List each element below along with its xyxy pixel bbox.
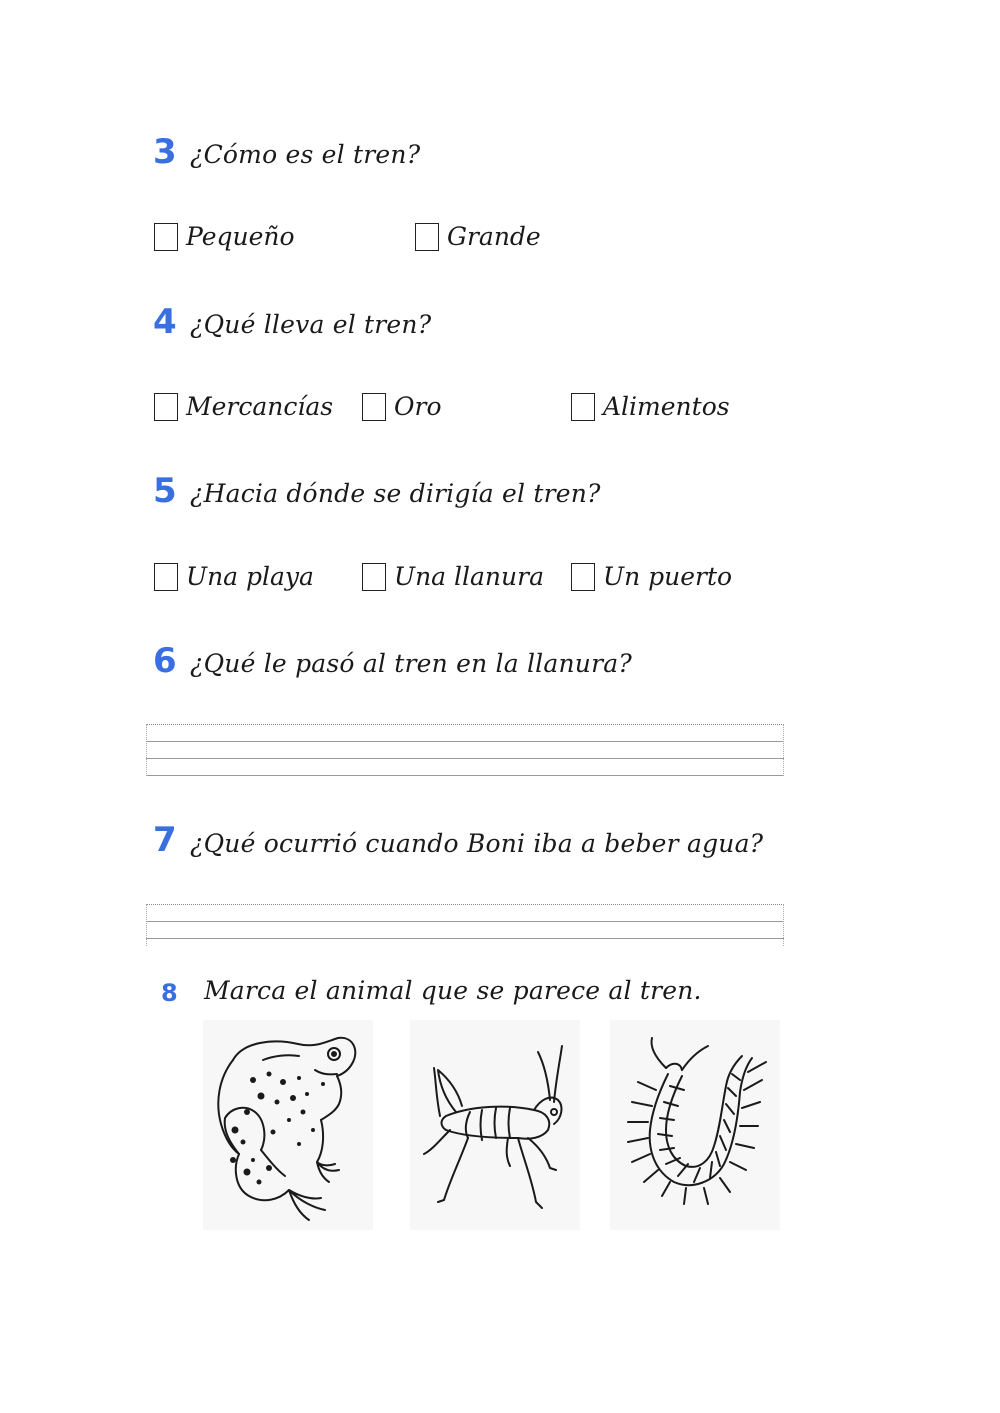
centipede-icon (610, 1020, 780, 1230)
question-3-number: 3 (153, 132, 177, 172)
question-6-number: 6 (153, 641, 177, 681)
question-5-number: 5 (153, 471, 177, 511)
option-una-playa[interactable] (154, 562, 314, 591)
option-alimentos[interactable] (571, 392, 730, 421)
answer-lines-6[interactable] (146, 724, 784, 776)
checkbox[interactable] (362, 393, 386, 421)
option-mercancias[interactable] (154, 392, 333, 421)
question-4-text: ¿Qué lleva el tren? (190, 310, 432, 339)
checkbox[interactable] (571, 393, 595, 421)
option-grande[interactable] (415, 222, 541, 251)
grasshopper-icon (410, 1020, 580, 1230)
animal-option-grasshopper[interactable] (410, 1020, 580, 1230)
answer-lines-frame (146, 724, 784, 776)
option-un-puerto[interactable] (571, 562, 732, 591)
option-label: Mercancías (186, 392, 334, 421)
option-label: Alimentos (603, 392, 730, 421)
question-3-text: ¿Cómo es el tren? (190, 140, 421, 169)
question-7-text: ¿Qué ocurrió cuando Boni iba a beber agua? (190, 829, 764, 858)
checkbox[interactable] (154, 223, 178, 251)
animal-option-frog[interactable] (203, 1020, 373, 1230)
question-7-number: 7 (153, 820, 177, 860)
option-label: Una llanura (394, 562, 544, 591)
question-4-number: 4 (153, 302, 177, 342)
checkbox[interactable] (154, 393, 178, 421)
question-5-text: ¿Hacia dónde se dirigía el tren? (190, 479, 601, 508)
answer-lines-7[interactable] (146, 904, 784, 946)
frog-icon (203, 1020, 373, 1230)
question-6-text: ¿Qué le pasó al tren en la llanura? (190, 649, 632, 678)
option-label: Un puerto (603, 562, 733, 591)
animal-option-centipede[interactable] (610, 1020, 780, 1230)
option-pequeno[interactable] (154, 222, 295, 251)
option-una-llanura[interactable] (362, 562, 544, 591)
option-oro[interactable] (362, 392, 442, 421)
option-label: Grande (447, 222, 541, 251)
answer-lines-frame (146, 904, 784, 946)
option-label: Una playa (186, 562, 314, 591)
checkbox[interactable] (154, 563, 178, 591)
checkbox[interactable] (571, 563, 595, 591)
option-label: Oro (394, 392, 442, 421)
question-8-text: Marca el animal que se parece al tren. (204, 976, 702, 1005)
question-8-number: 8 (161, 979, 178, 1007)
option-label: Pequeño (186, 222, 295, 251)
checkbox[interactable] (415, 223, 439, 251)
checkbox[interactable] (362, 563, 386, 591)
